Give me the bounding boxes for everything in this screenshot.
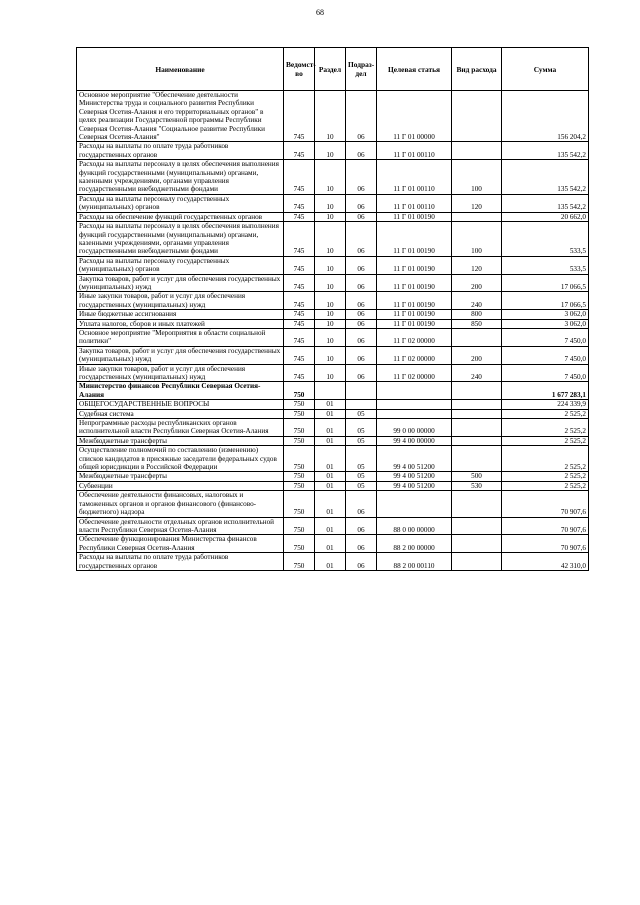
header-amount: Сумма [502, 48, 589, 91]
row-section-cell: 10 [315, 222, 346, 257]
table-row [77, 491, 589, 517]
row-amount-cell: 2 525,2 [502, 481, 589, 490]
row-expense-type-cell: 500 [452, 472, 502, 481]
row-section-cell: 10 [315, 212, 346, 221]
row-name-cell: Судебная система [77, 409, 284, 418]
row-name-cell: Обеспечение функционирования Министерства финансов Республики Северная Осетия-Алания [77, 535, 284, 553]
row-target-article-cell [377, 382, 452, 400]
row-section-cell: 10 [315, 274, 346, 292]
row-department-cell: 745 [284, 328, 315, 346]
header-subsection: Подраз-дел [346, 48, 377, 91]
row-subsection-cell: 06 [346, 212, 377, 221]
row-expense-type-cell [452, 553, 502, 571]
row-section-cell [315, 382, 346, 400]
row-section-cell: 10 [315, 364, 346, 382]
row-amount-cell: 156 204,2 [502, 91, 589, 142]
row-section-cell: 01 [315, 436, 346, 445]
row-name-cell: Межбюджетные трансферты [77, 436, 284, 445]
row-amount-cell: 7 450,0 [502, 364, 589, 382]
row-subsection-cell: 06 [346, 328, 377, 346]
table-row [77, 160, 589, 195]
row-department-cell: 745 [284, 212, 315, 221]
row-target-article-cell: 11 Г 01 00000 [377, 91, 452, 142]
row-section-cell: 01 [315, 400, 346, 409]
row-department-cell: 750 [284, 517, 315, 535]
row-expense-type-cell [452, 91, 502, 142]
row-subsection-cell: 05 [346, 409, 377, 418]
row-subsection-cell: 06 [346, 310, 377, 319]
table-row [77, 419, 589, 437]
row-subsection-cell: 05 [346, 446, 377, 472]
row-subsection-cell [346, 400, 377, 409]
row-subsection-cell: 06 [346, 346, 377, 364]
row-section-cell: 01 [315, 535, 346, 553]
row-section-cell: 10 [315, 91, 346, 142]
row-subsection-cell: 05 [346, 436, 377, 445]
header-name: Наименование [77, 48, 284, 91]
table-row [77, 481, 589, 490]
row-subsection-cell: 05 [346, 472, 377, 481]
row-target-article-cell [377, 409, 452, 418]
row-department-cell: 745 [284, 91, 315, 142]
page-number: 68 [316, 8, 324, 17]
row-name-cell: Осуществление полномочий по составлению (изменению) списков кандидатов в присяжные заседатели федеральных судов общей юрисдикции в Российской Федерации [77, 446, 284, 472]
row-section-cell: 10 [315, 328, 346, 346]
row-expense-type-cell [452, 535, 502, 553]
table-row [77, 222, 589, 257]
row-expense-type-cell [452, 517, 502, 535]
row-section-cell: 01 [315, 553, 346, 571]
row-department-cell: 750 [284, 553, 315, 571]
row-expense-type-cell: 100 [452, 222, 502, 257]
row-name-cell: Обеспечение деятельности отдельных органов исполнительной власти Республики Северная Осетия-Алания [77, 517, 284, 535]
table-row [77, 142, 589, 160]
row-name-cell: Расходы на выплаты по оплате труда работников государственных органов [77, 142, 284, 160]
row-name-cell: Закупка товаров, работ и услуг для обеспечения государственных (муниципальных) нужд [77, 274, 284, 292]
table-row [77, 517, 589, 535]
row-section-cell: 01 [315, 472, 346, 481]
row-name-cell: Основное мероприятие "Мероприятия в области социальной политики" [77, 328, 284, 346]
row-subsection-cell: 06 [346, 517, 377, 535]
row-amount-cell: 3 062,0 [502, 310, 589, 319]
row-expense-type-cell: 120 [452, 194, 502, 212]
row-amount-cell: 2 525,2 [502, 419, 589, 437]
row-name-cell: Иные бюджетные ассигнования [77, 310, 284, 319]
row-expense-type-cell [452, 328, 502, 346]
table-row [77, 328, 589, 346]
row-amount-cell: 135 542,2 [502, 194, 589, 212]
row-expense-type-cell: 100 [452, 160, 502, 195]
header-target-article: Целевая статья [377, 48, 452, 91]
table-row [77, 446, 589, 472]
row-amount-cell: 20 662,0 [502, 212, 589, 221]
row-department-cell: 745 [284, 319, 315, 328]
row-name-cell: Расходы на выплаты персоналу в целях обеспечения выполнения функций государственными (муниципальными) органами, казенными учреждениями, органами управления государственными внебюджетными фондами [77, 160, 284, 195]
row-subsection-cell: 06 [346, 194, 377, 212]
header-section: Раздел [315, 48, 346, 91]
row-section-cell: 10 [315, 160, 346, 195]
row-expense-type-cell [452, 142, 502, 160]
row-subsection-cell: 06 [346, 256, 377, 274]
row-subsection-cell: 05 [346, 481, 377, 490]
row-target-article-cell: 11 Г 01 00190 [377, 310, 452, 319]
row-department-cell: 750 [284, 419, 315, 437]
row-subsection-cell: 06 [346, 491, 377, 517]
row-section-cell: 10 [315, 310, 346, 319]
row-target-article-cell: 11 Г 01 00110 [377, 142, 452, 160]
table-row [77, 256, 589, 274]
row-target-article-cell: 11 Г 02 00000 [377, 364, 452, 382]
row-department-cell: 750 [284, 481, 315, 490]
table-row [77, 212, 589, 221]
row-section-cell: 10 [315, 319, 346, 328]
row-target-article-cell [377, 400, 452, 409]
row-amount-cell: 135 542,2 [502, 142, 589, 160]
row-department-cell: 750 [284, 446, 315, 472]
row-section-cell: 10 [315, 194, 346, 212]
row-amount-cell: 2 525,2 [502, 409, 589, 418]
row-amount-cell: 42 310,0 [502, 553, 589, 571]
row-target-article-cell: 11 Г 01 00190 [377, 274, 452, 292]
row-department-cell: 750 [284, 382, 315, 400]
header-department: Ведомст-во [284, 48, 315, 91]
row-target-article-cell [377, 491, 452, 517]
row-amount-cell: 2 525,2 [502, 446, 589, 472]
row-expense-type-cell [452, 436, 502, 445]
row-target-article-cell: 99 4 00 51200 [377, 481, 452, 490]
row-section-cell: 01 [315, 517, 346, 535]
row-target-article-cell: 99 4 00 00000 [377, 436, 452, 445]
row-section-cell: 01 [315, 409, 346, 418]
row-expense-type-cell: 530 [452, 481, 502, 490]
row-name-cell: Расходы на выплаты персоналу государственных (муниципальных) органов [77, 194, 284, 212]
row-section-cell: 10 [315, 256, 346, 274]
row-name-cell: Иные закупки товаров, работ и услуг для обеспечения государственных (муниципальных) нужд [77, 364, 284, 382]
row-target-article-cell: 99 4 00 51200 [377, 446, 452, 472]
row-expense-type-cell: 200 [452, 274, 502, 292]
row-target-article-cell: 99 4 00 51200 [377, 472, 452, 481]
row-expense-type-cell [452, 400, 502, 409]
row-department-cell: 750 [284, 400, 315, 409]
row-amount-cell: 135 542,2 [502, 160, 589, 195]
row-department-cell: 745 [284, 310, 315, 319]
row-department-cell: 750 [284, 436, 315, 445]
table-row [77, 382, 589, 400]
row-amount-cell: 7 450,0 [502, 328, 589, 346]
table-row [77, 535, 589, 553]
row-amount-cell: 70 907,6 [502, 535, 589, 553]
row-subsection-cell: 06 [346, 292, 377, 310]
row-department-cell: 745 [284, 194, 315, 212]
table-row [77, 274, 589, 292]
row-department-cell: 745 [284, 142, 315, 160]
row-name-cell: Министерство финансов Республики Северная Осетия-Алания [77, 382, 284, 400]
table-row [77, 194, 589, 212]
row-expense-type-cell [452, 491, 502, 517]
row-target-article-cell: 99 0 00 00000 [377, 419, 452, 437]
row-section-cell: 10 [315, 346, 346, 364]
row-target-article-cell: 88 0 00 00000 [377, 517, 452, 535]
row-target-article-cell: 11 Г 01 00110 [377, 160, 452, 195]
row-target-article-cell: 88 2 00 00110 [377, 553, 452, 571]
row-department-cell: 745 [284, 256, 315, 274]
row-department-cell: 745 [284, 274, 315, 292]
row-name-cell: ОБЩЕГОСУДАРСТВЕННЫЕ ВОПРОСЫ [77, 400, 284, 409]
row-subsection-cell: 06 [346, 553, 377, 571]
row-name-cell: Расходы на выплаты по оплате труда работников государственных органов [77, 553, 284, 571]
row-department-cell: 745 [284, 160, 315, 195]
row-department-cell: 745 [284, 292, 315, 310]
row-amount-cell: 17 066,5 [502, 292, 589, 310]
row-subsection-cell: 06 [346, 364, 377, 382]
row-department-cell: 745 [284, 222, 315, 257]
row-expense-type-cell [452, 419, 502, 437]
row-amount-cell: 224 339,9 [502, 400, 589, 409]
row-section-cell: 01 [315, 491, 346, 517]
row-target-article-cell: 11 Г 01 00190 [377, 319, 452, 328]
row-department-cell: 750 [284, 472, 315, 481]
row-target-article-cell: 88 2 00 00000 [377, 535, 452, 553]
row-expense-type-cell: 800 [452, 310, 502, 319]
row-amount-cell: 17 066,5 [502, 274, 589, 292]
table-row [77, 292, 589, 310]
row-section-cell: 01 [315, 419, 346, 437]
row-target-article-cell: 11 Г 01 00190 [377, 222, 452, 257]
row-amount-cell: 533,5 [502, 222, 589, 257]
table-header-row [77, 48, 589, 91]
row-subsection-cell [346, 382, 377, 400]
row-name-cell: Непрограммные расходы республиканских органов исполнительной власти Республики Северная Осетия-Алания [77, 419, 284, 437]
row-department-cell: 750 [284, 535, 315, 553]
row-section-cell: 10 [315, 142, 346, 160]
row-subsection-cell: 06 [346, 91, 377, 142]
row-expense-type-cell: 120 [452, 256, 502, 274]
row-name-cell: Расходы на выплаты персоналу в целях обеспечения выполнения функций государственными (муниципальными) органами, казенными учреждениями, органами управления государственными внебюджетными фондами [77, 222, 284, 257]
row-subsection-cell: 06 [346, 535, 377, 553]
row-subsection-cell: 06 [346, 319, 377, 328]
row-expense-type-cell [452, 446, 502, 472]
table-row [77, 472, 589, 481]
row-name-cell: Межбюджетные трансферты [77, 472, 284, 481]
row-section-cell: 01 [315, 446, 346, 472]
row-expense-type-cell [452, 382, 502, 400]
table-row [77, 91, 589, 142]
row-amount-cell: 2 525,2 [502, 472, 589, 481]
row-department-cell: 750 [284, 491, 315, 517]
row-name-cell: Иные закупки товаров, работ и услуг для обеспечения государственных (муниципальных) нужд [77, 292, 284, 310]
row-amount-cell: 2 525,2 [502, 436, 589, 445]
row-target-article-cell: 11 Г 01 00110 [377, 194, 452, 212]
row-expense-type-cell: 240 [452, 364, 502, 382]
row-name-cell: Субвенции [77, 481, 284, 490]
row-expense-type-cell: 200 [452, 346, 502, 364]
row-target-article-cell: 11 Г 02 00000 [377, 328, 452, 346]
table-row [77, 346, 589, 364]
row-amount-cell: 70 907,6 [502, 517, 589, 535]
row-amount-cell: 533,5 [502, 256, 589, 274]
row-expense-type-cell: 850 [452, 319, 502, 328]
row-name-cell: Обеспечение деятельности финансовых, налоговых и таможенных органов и органов финансового (финансово-бюджетного) надзора [77, 491, 284, 517]
row-target-article-cell: 11 Г 01 00190 [377, 256, 452, 274]
row-department-cell: 745 [284, 346, 315, 364]
row-subsection-cell: 06 [346, 274, 377, 292]
row-amount-cell: 70 907,6 [502, 491, 589, 517]
row-target-article-cell: 11 Г 01 00190 [377, 292, 452, 310]
table-row [77, 400, 589, 409]
row-department-cell: 745 [284, 364, 315, 382]
row-subsection-cell: 06 [346, 142, 377, 160]
table-row [77, 553, 589, 571]
row-name-cell: Закупка товаров, работ и услуг для обеспечения государственных (муниципальных) нужд [77, 346, 284, 364]
budget-table [76, 47, 589, 571]
table-row [77, 436, 589, 445]
row-name-cell: Уплата налогов, сборов и иных платежей [77, 319, 284, 328]
row-name-cell: Расходы на выплаты персоналу государственных (муниципальных) органов [77, 256, 284, 274]
table-row [77, 364, 589, 382]
row-name-cell: Основное мероприятие "Обеспечение деятельности Министерства труда и социального развития Республики Северная Осетия-Алания и его территориальных органов" в целях реализации Государственной программы Республики Северная Осетия-Алания "Социальное развитие Республики Северная Осетия-Алания" [77, 91, 284, 142]
table-row [77, 310, 589, 319]
row-subsection-cell: 06 [346, 222, 377, 257]
row-section-cell: 10 [315, 292, 346, 310]
row-subsection-cell: 06 [346, 160, 377, 195]
table-row [77, 319, 589, 328]
row-subsection-cell: 05 [346, 419, 377, 437]
row-target-article-cell: 11 Г 02 00000 [377, 346, 452, 364]
row-section-cell: 01 [315, 481, 346, 490]
row-amount-cell: 1 677 283,1 [502, 382, 589, 400]
row-target-article-cell: 11 Г 01 00190 [377, 212, 452, 221]
row-amount-cell: 3 062,0 [502, 319, 589, 328]
row-expense-type-cell: 240 [452, 292, 502, 310]
row-department-cell: 750 [284, 409, 315, 418]
table-body [77, 91, 589, 571]
row-name-cell: Расходы на обеспечение функций государственных органов [77, 212, 284, 221]
header-expense-type: Вид расхода [452, 48, 502, 91]
row-expense-type-cell [452, 212, 502, 221]
row-amount-cell: 7 450,0 [502, 346, 589, 364]
table-row [77, 409, 589, 418]
row-expense-type-cell [452, 409, 502, 418]
